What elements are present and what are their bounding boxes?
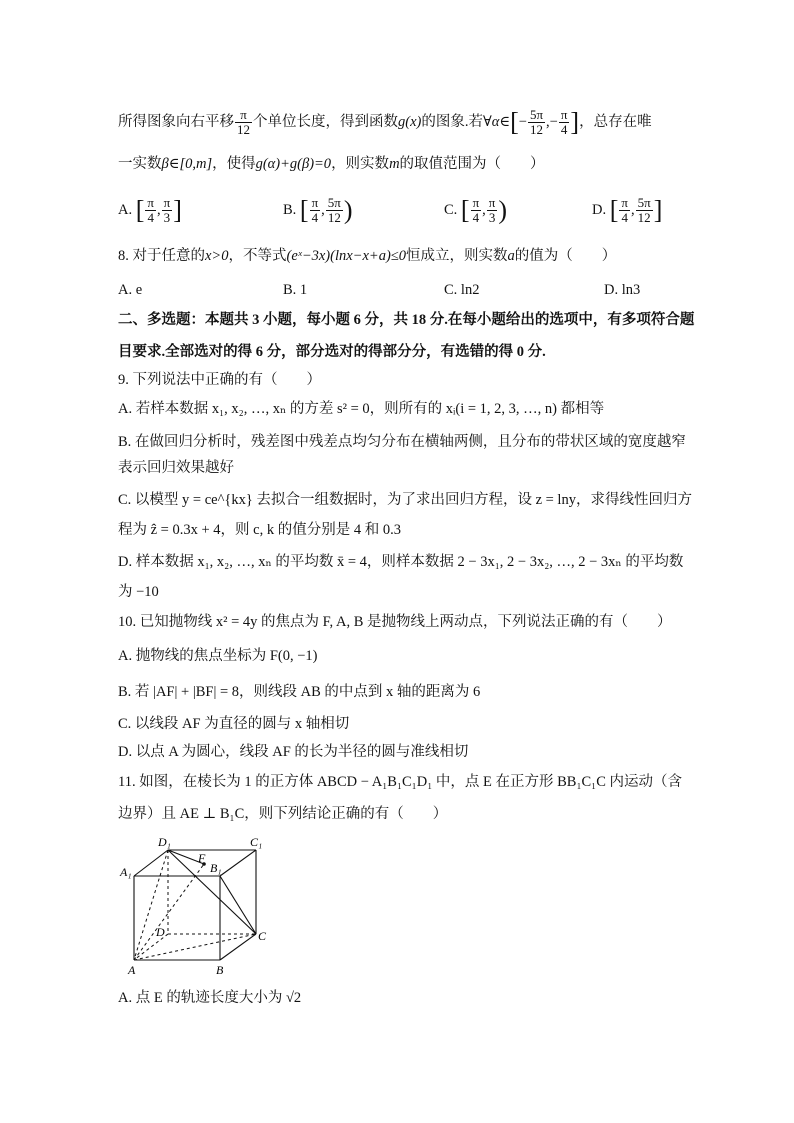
q11-option-a: A. 点 E 的轨迹长度大小为 √2 xyxy=(118,990,302,1006)
q7-option-a: A. [ $\frac{\pi}{4}$ , $\frac{\pi}{3}$ ] xyxy=(118,195,182,225)
q7-text: 所得图象向右平移 xyxy=(118,113,234,130)
q8-option-a: A. e xyxy=(118,282,143,298)
q9-option-a: A. 若样本数据 x₁, x₂, …, xₙ 的方差 s² = 0，则所有的 xᵢ(i = 1, 2, 3, …, n) 都相等 xyxy=(118,401,605,417)
q9-option-d: D. 样本数据 x₁, x₂, …, xₙ 的平均数 x̄ = 4，则样本数据 2 − 3x₁, 2 − 3x₂, …, 2 − 3xₙ 的平均数 xyxy=(118,554,684,570)
q7-text: 个单位长度，得到函数 xyxy=(253,113,398,130)
section-2-heading: 二、多选题：本题共 3 小题，每小题 6 分，共 18 分.在每小题给出的选项中，有多项符合题 xyxy=(118,312,695,328)
q10-option-c: C. 以线段 AF 为直径的圆与 x 轴相切 xyxy=(118,716,350,732)
label-a1: A₁ xyxy=(120,865,132,879)
q9-stem: 9. 下列说法中正确的有（ ） xyxy=(118,372,321,388)
q7-option-b: B. [ $\frac{\pi}{4}$ , $\frac{5\pi}{12}$ ) xyxy=(283,195,353,225)
label-c1: C₁ xyxy=(250,835,263,849)
fraction-pi-12: $\frac{\pi}{12}$ xyxy=(237,107,250,137)
q9-option-c: C. 以模型 y = ce^{kx} 去拟合一组数据时，为了求出回归方程，设 z = lny，求得线性回归方 xyxy=(118,492,692,508)
q9-option-c-cont: 程为 ẑ = 0.3x + 4，则 c, k 的值分别是 4 和 0.3 xyxy=(118,522,401,538)
q7-option-d: D. [ $\frac{\pi}{4}$ , $\frac{5\pi}{12}$ ] xyxy=(592,195,663,225)
q10-stem: 10. 已知抛物线 x² = 4y 的焦点为 F, A, B 是抛物线上两动点，下列说法正确的有（ ） xyxy=(118,614,672,630)
q10-option-b: B. 若 |AF| + |BF| = 8，则线段 AB 的中点到 x 轴的距离为 6 xyxy=(118,684,481,700)
q10-option-a: A. 抛物线的焦点坐标为 F(0, −1) xyxy=(118,648,318,664)
cube-figure xyxy=(118,832,278,980)
q10-option-d: D. 以点 A 为圆心，线段 AF 的长为半径的圆与准线相切 xyxy=(118,744,469,760)
q8-option-b: B. 1 xyxy=(283,282,308,298)
label-b: B xyxy=(216,963,224,977)
q7-func: g(x) xyxy=(398,113,422,130)
q7-option-c: C. [ $\frac{\pi}{4}$ , $\frac{\pi}{3}$ ) xyxy=(444,195,508,225)
q11-stem: 11. 如图，在棱长为 1 的正方体 ABCD − A₁B₁C₁D₁ 中，点 E 在正方形 BB₁C₁C 内运动（含 xyxy=(118,774,683,790)
q9-option-b: B. 在做回归分析时，残差图中残差点均匀分布在横轴两侧，且分布的带状区域的宽度越窄 xyxy=(118,434,686,450)
label-f: F xyxy=(198,851,206,865)
q8-option-c: C. ln2 xyxy=(444,282,480,298)
q7-quantifier: ∀α∈ xyxy=(482,113,511,130)
label-d1: D₁ xyxy=(158,835,171,849)
label-c: C xyxy=(258,929,267,943)
label-d: D xyxy=(156,925,165,939)
section-2-heading-cont: 目要求.全部选对的得 6 分，部分选对的得部分分，有选错的得 0 分. xyxy=(118,344,546,360)
q7-line-2: 一实数β∈[0,m]，使得g(α)+g(β)=0，则实数m的取值范围为（ ） xyxy=(118,156,545,172)
q9-option-d-cont: 为 −10 xyxy=(118,584,159,600)
label-a: A xyxy=(128,963,136,977)
q7-line-1: 所得图象向右平移 $\frac{\pi}{12}$ 个单位长度，得到函数g(x)的图象.若∀α∈[− $\frac{5\pi}{12}$ ,− $\frac{\pi}{4}$ ]，总存在唯 xyxy=(118,107,652,137)
q9-option-b-cont: 表示回归效果越好 xyxy=(118,460,234,476)
q11-stem-cont: 边界）且 AE ⊥ B₁C，则下列结论正确的有（ ） xyxy=(118,806,448,822)
q7-text: ，总存在唯 xyxy=(579,113,652,130)
label-b1: B₁ xyxy=(210,861,222,875)
q8-stem: 8. 对于任意的x>0，不等式(eˣ−3x)(lnx−x+a)≤0恒成立，则实数a的值为（ ） xyxy=(118,248,617,264)
q7-text: 的图象.若 xyxy=(421,113,483,130)
q8-option-d: D. ln3 xyxy=(604,282,641,298)
